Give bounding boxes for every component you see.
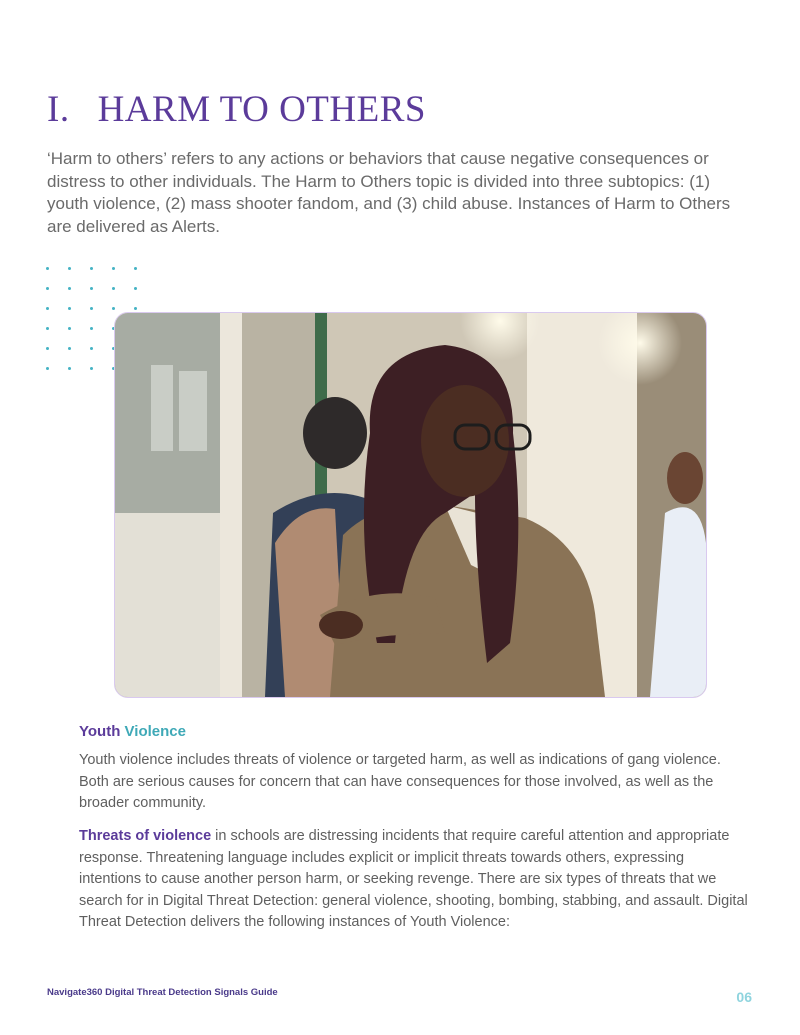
section-heading bbox=[79, 723, 186, 740]
footer-guide-title: Navigate360 Digital Threat Detection Signals Guide bbox=[47, 987, 278, 998]
page-number: 06 bbox=[736, 989, 752, 1005]
hallway-student-photo bbox=[114, 312, 707, 698]
threats-lead-term: Threats of violence bbox=[79, 828, 212, 844]
threats-paragraph bbox=[79, 826, 749, 934]
section-numeral: I. bbox=[47, 89, 70, 130]
page-title bbox=[47, 88, 426, 131]
section-heading-word2: Violence bbox=[124, 723, 186, 740]
section-title: HARM TO OTHERS bbox=[97, 89, 426, 130]
photo-illustration bbox=[115, 313, 706, 697]
intro-paragraph: ‘Harm to others’ refers to any actions or behaviors that cause negative consequences or distress to other individuals. The Harm to Others topic is divided into three subtopics: (1) youth violence, (2) mass shooter fandom, and (3) child abuse. Instances of Harm to Others are delivered as Alerts. bbox=[47, 149, 731, 236]
threats-paragraph-text: in schools are distressing incidents that require careful attention and appropriate response. Threatening language includes explicit or implicit threats towards others, expressing intentions to cause another person harm, or seeking revenge. There are six types of threats that we search for in Digital Threat Detection: general violence, shooting, bombing, stabbing, and assault. Digital Threat Detection delivers the following instances of Youth Violence: bbox=[79, 828, 748, 930]
youth-violence-paragraph: Youth violence includes threats of violence or targeted harm, as well as indications of gang violence. Both are serious causes for concern that can have consequences for those involved, as well as the broader community. bbox=[79, 752, 721, 811]
section-heading-word1: Youth bbox=[79, 723, 121, 740]
